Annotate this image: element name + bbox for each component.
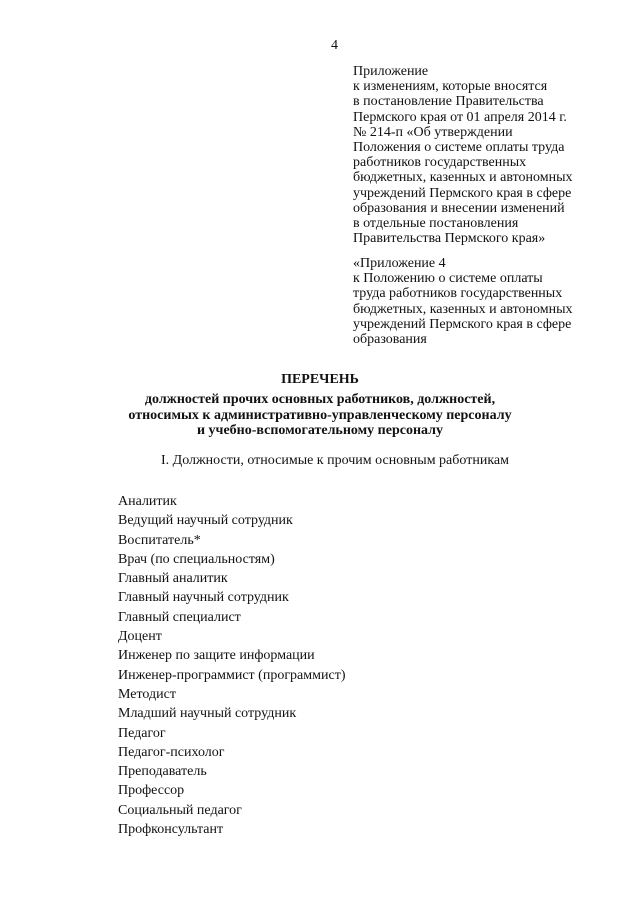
annex-line: образования и внесении изменений: [353, 200, 565, 216]
list-item: Младший научный сотрудник: [118, 706, 297, 722]
document-subtitle: [0, 392, 640, 439]
annex-note: [353, 64, 633, 246]
annex4-line: «Приложение 4: [353, 256, 446, 271]
list-item: Ведущий научный сотрудник: [118, 513, 293, 529]
list-item: Преподаватель: [118, 764, 207, 780]
annex-line: учреждений Пермского края в сфере: [353, 185, 572, 201]
list-item: Главный научный сотрудник: [118, 590, 289, 606]
list-item: Доцент: [118, 629, 162, 645]
annex4-line: образования: [353, 332, 427, 348]
list-item: Инженер-программист (программист): [118, 667, 346, 683]
annex-line: Правительства Пермского края»: [353, 231, 546, 247]
list-item: Врач (по специальностям): [118, 551, 275, 567]
list-item: Главный специалист: [118, 609, 241, 625]
annex4-line: труда работников государственных: [353, 286, 563, 302]
subtitle-line: и учебно-вспомогательному персоналу: [196, 423, 443, 438]
positions-list: [118, 492, 345, 839]
subtitle-line: относимых к административно-управленческому персоналу: [128, 407, 512, 423]
list-item: Профессор: [118, 783, 185, 799]
list-item: Инженер по защите информации: [118, 648, 315, 664]
subtitle-line: должностей прочих основных работников, должностей,: [144, 392, 496, 407]
document-title: ПЕРЕЧЕНЬ: [281, 372, 359, 387]
annex4-line: бюджетных, казенных и автономных: [353, 301, 573, 317]
annex4-line: к Положению о системе оплаты: [353, 271, 543, 287]
annex-line: к изменениям, которые вносятся: [353, 79, 548, 95]
list-item: Социальный педагог: [118, 802, 242, 818]
list-item: Педагог: [118, 725, 166, 741]
list-item: Воспитатель*: [118, 532, 201, 548]
annex-line: работников государственных: [353, 155, 527, 171]
annex-line: Приложение: [353, 64, 429, 79]
annex-line: Пермского края от 01 апреля 2014 г.: [353, 109, 567, 125]
section-heading: I. Должности, относимые к прочим основным работникам: [161, 453, 509, 468]
list-item: Педагог-психолог: [118, 744, 225, 760]
annex-line: бюджетных, казенных и автономных: [353, 170, 573, 186]
annex-line: в отдельные постановления: [353, 216, 519, 232]
list-item: Главный аналитик: [118, 571, 228, 587]
page-number: 4: [331, 38, 338, 53]
list-item: Методист: [118, 686, 176, 702]
annex-line: Положения о системе оплаты труда: [353, 140, 565, 156]
annex-line: № 214-п «Об утверждении: [353, 124, 513, 140]
list-item: Аналитик: [118, 494, 177, 509]
annex4-note: [353, 256, 633, 347]
annex4-line: учреждений Пермского края в сфере: [353, 316, 572, 332]
list-item: Профконсультант: [118, 822, 224, 838]
annex-line: в постановление Правительства: [353, 94, 544, 110]
